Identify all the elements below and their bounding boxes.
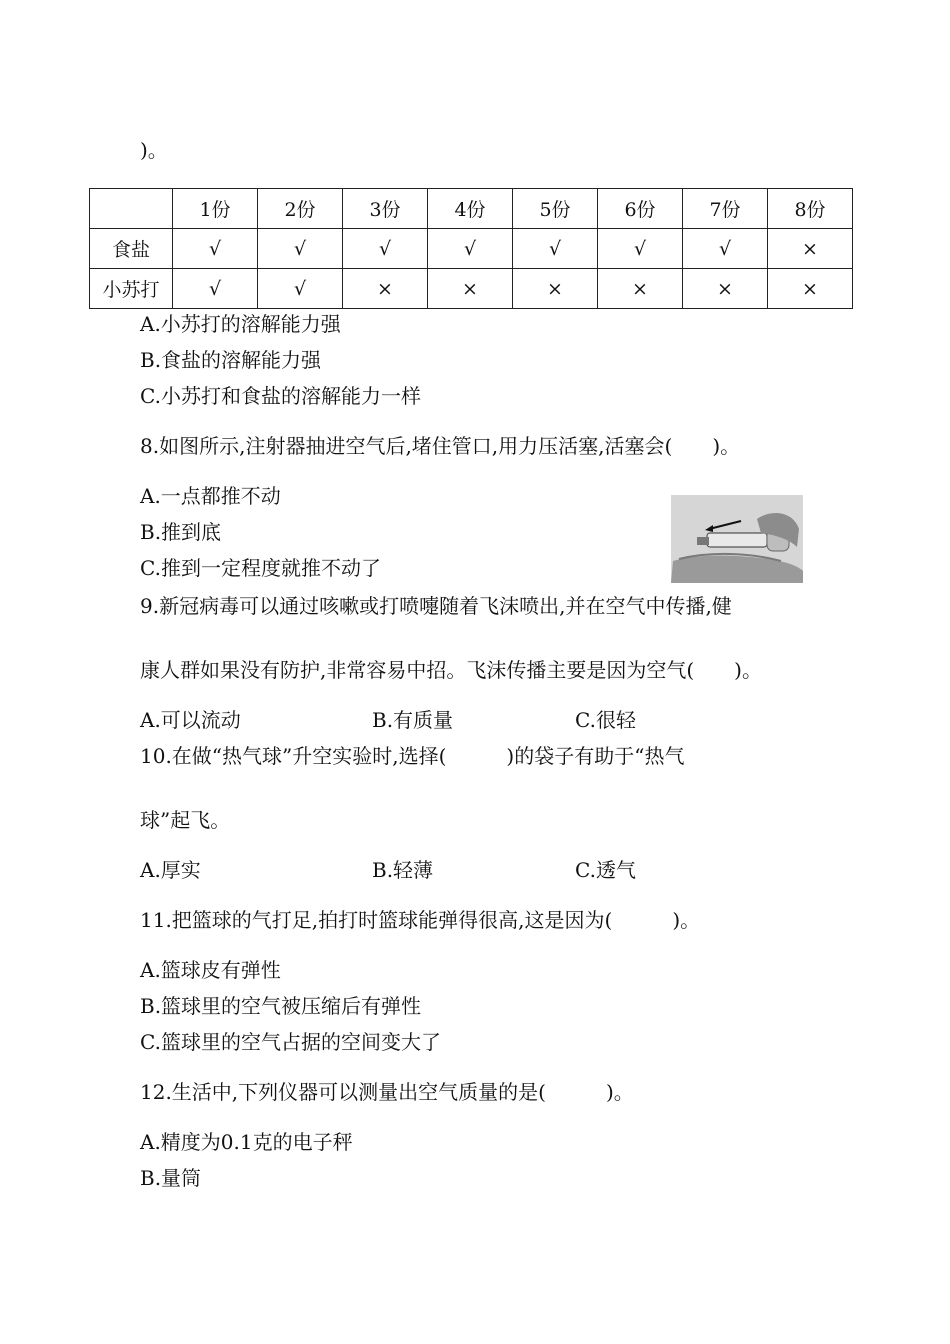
col-header: 6份 (598, 189, 683, 229)
q7-stem-tail: )。 (140, 138, 168, 162)
q8-option-a: A.一点都推不动 (140, 484, 281, 508)
table-cell: × (428, 269, 513, 309)
table-header-row (90, 189, 853, 229)
q9-option-b: B.有质量 (372, 708, 454, 732)
q10-option-b: B.轻薄 (372, 858, 434, 882)
table-cell: × (768, 229, 853, 269)
table-cell: √ (173, 269, 258, 309)
table-cell: × (598, 269, 683, 309)
table-cell: √ (598, 229, 683, 269)
col-header: 3份 (343, 189, 428, 229)
q7-option-a: A.小苏打的溶解能力强 (140, 312, 341, 336)
q9-stem-line2: 康人群如果没有防护,非常容易中招。飞沫传播主要是因为空气( )。 (140, 658, 762, 682)
col-header: 2份 (258, 189, 343, 229)
row-label: 食盐 (90, 229, 173, 269)
q10-option-a: A.厚实 (140, 858, 201, 882)
q11-option-a: A.篮球皮有弹性 (140, 958, 281, 982)
q9-option-c: C.很轻 (575, 708, 636, 732)
table-row-soda (90, 269, 853, 309)
col-header: 4份 (428, 189, 513, 229)
q7-option-b: B.食盐的溶解能力强 (140, 348, 322, 372)
table-row-salt (90, 229, 853, 269)
q7-option-c: C.小苏打和食盐的溶解能力一样 (140, 384, 421, 408)
table-corner-cell (90, 189, 173, 229)
q9-option-a: A.可以流动 (140, 708, 241, 732)
table-cell: × (768, 269, 853, 309)
solubility-table (89, 188, 853, 309)
col-header: 7份 (683, 189, 768, 229)
q9-stem-line1: 9.新冠病毒可以通过咳嗽或打喷嚏随着飞沫喷出,并在空气中传播,健 (140, 594, 732, 618)
table-cell: √ (513, 229, 598, 269)
syringe-photo (671, 495, 803, 583)
q10-options (140, 856, 840, 884)
table-cell: √ (428, 229, 513, 269)
table-cell: × (683, 269, 768, 309)
q10-stem-line1: 10.在做“热气球”升空实验时,选择( )的袋子有助于“热气 (140, 744, 685, 768)
q12-option-b: B.量筒 (140, 1166, 202, 1190)
table-cell: √ (683, 229, 768, 269)
col-header: 1份 (173, 189, 258, 229)
row-label: 小苏打 (90, 269, 173, 309)
q11-option-c: C.篮球里的空气占据的空间变大了 (140, 1030, 441, 1054)
q12-option-a: A.精度为0.1克的电子秤 (140, 1130, 353, 1154)
q11-stem: 11.把篮球的气打足,拍打时篮球能弹得很高,这是因为( )。 (140, 908, 701, 932)
table-cell: × (343, 269, 428, 309)
syringe-hand-illustration (671, 495, 803, 583)
col-header: 5份 (513, 189, 598, 229)
q9-options (140, 706, 840, 734)
q8-option-b: B.推到底 (140, 520, 222, 544)
col-header: 8份 (768, 189, 853, 229)
q10-option-c: C.透气 (575, 858, 636, 882)
table-cell: √ (343, 229, 428, 269)
q8-stem: 8.如图所示,注射器抽进空气后,堵住管口,用力压活塞,活塞会( )。 (140, 434, 741, 458)
table-cell: √ (258, 269, 343, 309)
table-cell: × (513, 269, 598, 309)
q12-stem: 12.生活中,下列仪器可以测量出空气质量的是( )。 (140, 1080, 634, 1104)
q8-option-c: C.推到一定程度就推不动了 (140, 556, 381, 580)
q10-stem-line2: 球”起飞。 (140, 808, 231, 832)
table-cell: √ (258, 229, 343, 269)
table-cell: √ (173, 229, 258, 269)
q11-option-b: B.篮球里的空气被压缩后有弹性 (140, 994, 422, 1018)
